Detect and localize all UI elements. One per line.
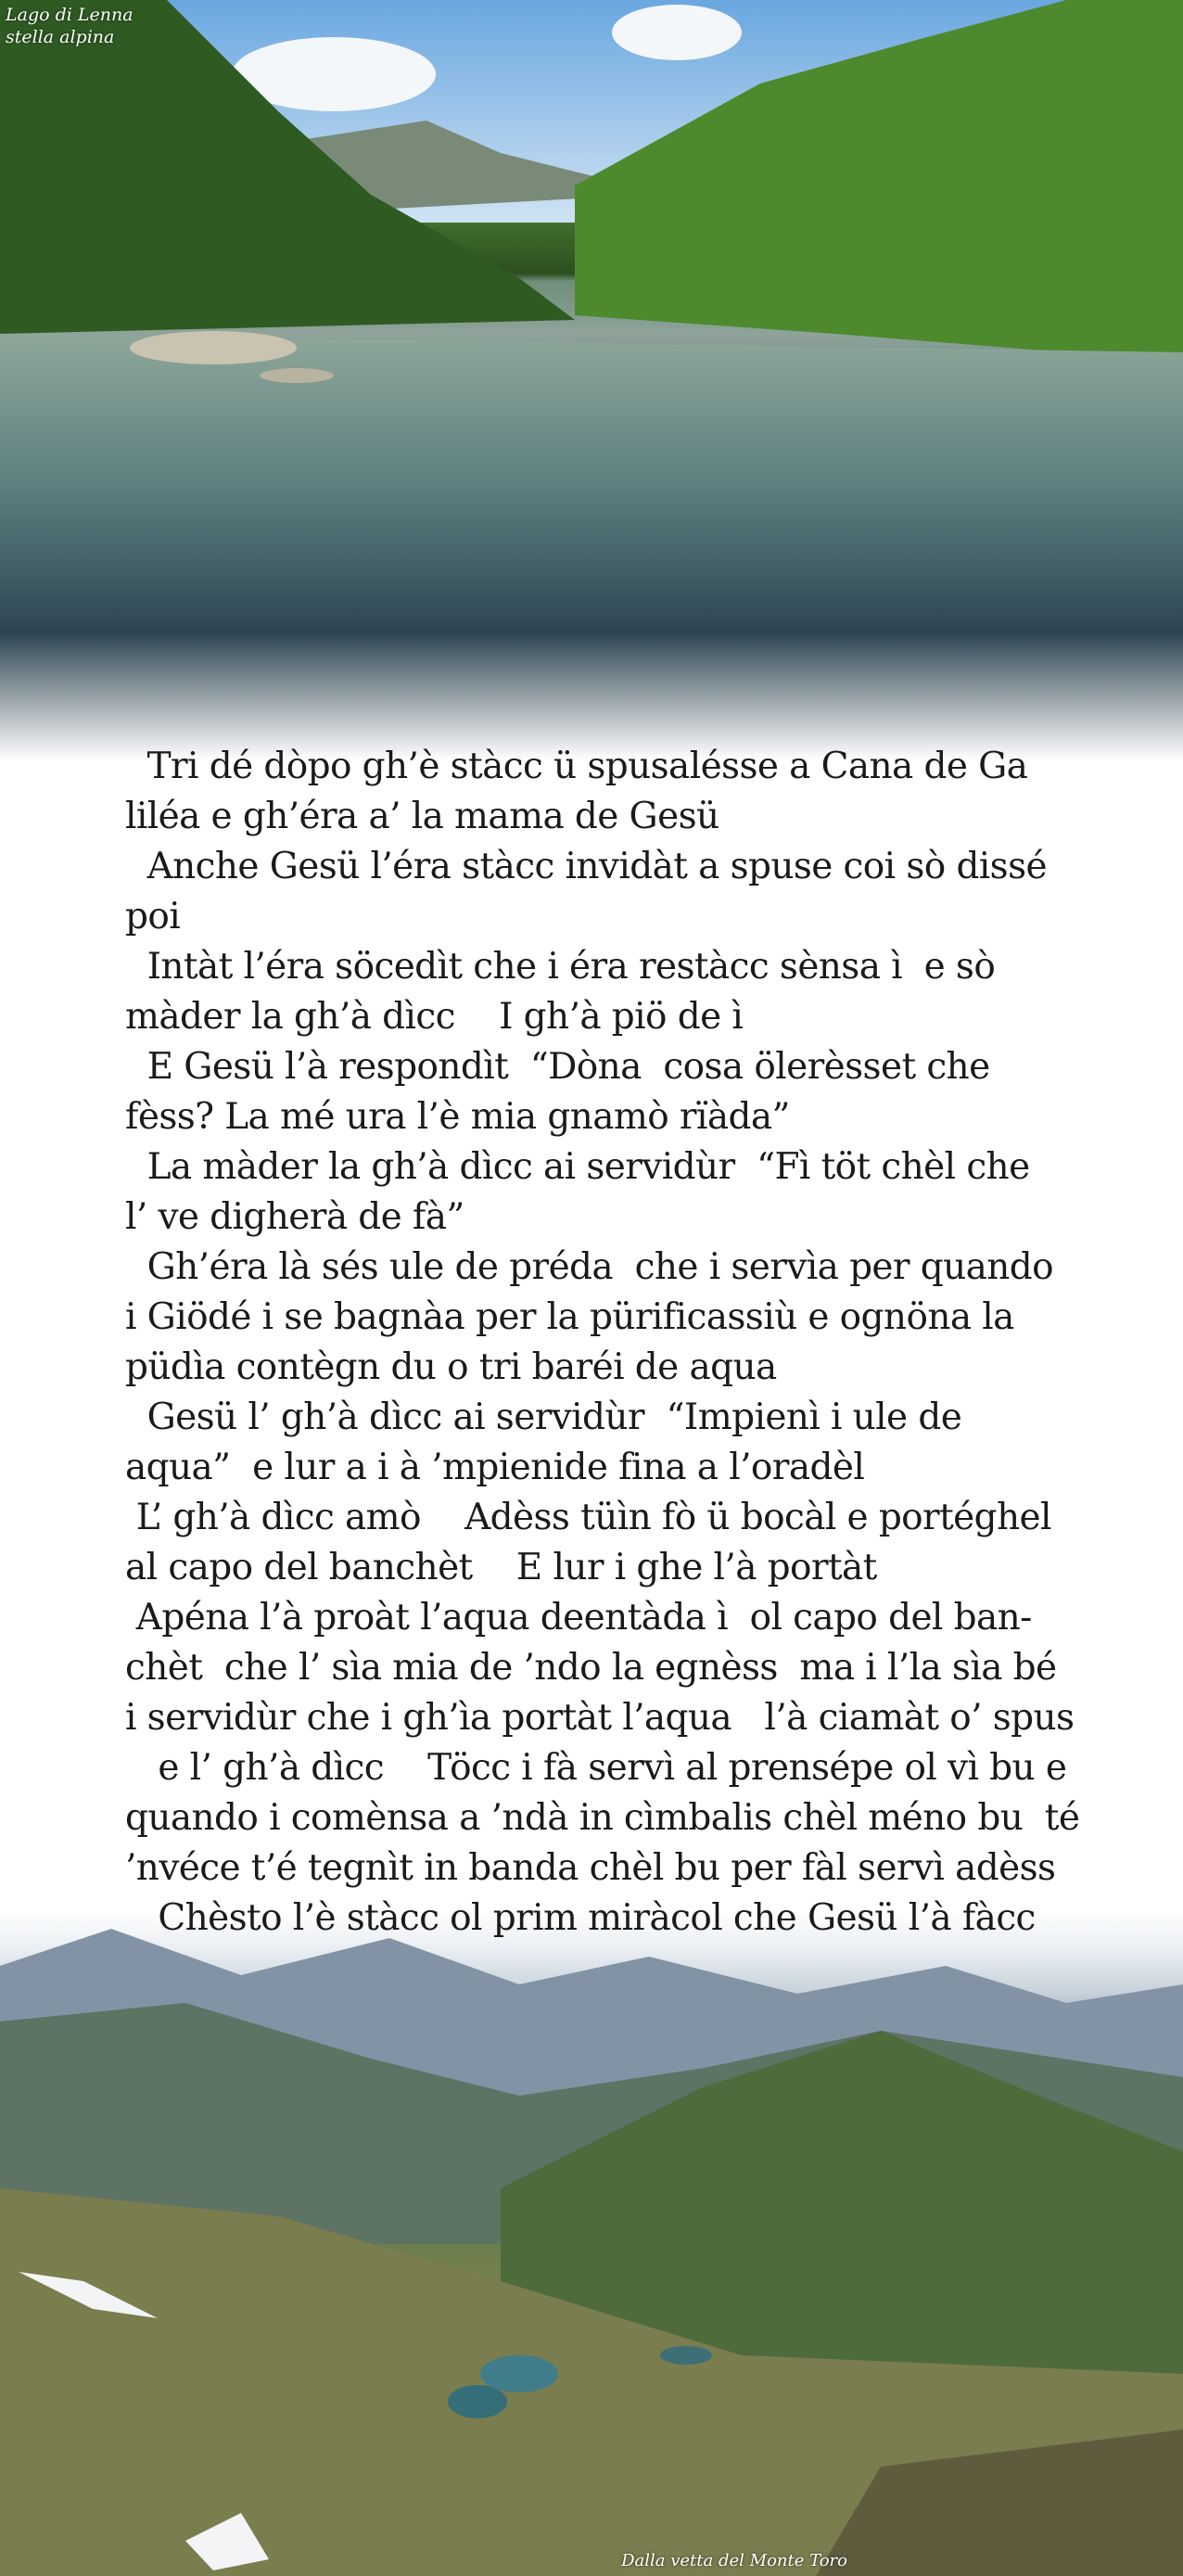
lake-photo xyxy=(0,0,1183,760)
text-line: aqua” e lur a i à ’mpienide fina a l’oradèl xyxy=(125,1447,865,1488)
text-line: Tri dé dòpo gh’è stàcc ü spusalésse a Cana de Ga xyxy=(125,746,1028,787)
text-line: Anche Gesü l’éra stàcc invidàt a spuse coi sò dissé xyxy=(125,846,1047,887)
text-line: poi xyxy=(125,896,181,937)
text-line: fèss? La mé ura l’è mia gnamò rïàda” xyxy=(125,1096,790,1138)
text-line: l’ ve digherà de fà” xyxy=(125,1196,464,1238)
text-line: i Giödé i se bagnàa per la pürificassiù e ognöna la xyxy=(125,1296,1014,1338)
text-line: Intàt l’éra söcedìt che i éra restàcc sènsa ì e sò xyxy=(125,946,996,988)
text-line: i servidùr che i gh’ìa portàt l’aqua l’à ciamàt o’ spus xyxy=(125,1697,1075,1739)
text-line: chèt che l’ sìa mia de ’ndo la egnèss ma i l’la sìa bé xyxy=(125,1647,1057,1689)
top-photo-caption xyxy=(6,4,134,48)
text-line: màder la gh’à dìcc I gh’à piö de ì xyxy=(125,996,744,1038)
text-line: quando i comènsa a ’ndà in cìmbalis chèl méno bu té xyxy=(125,1797,1080,1839)
text-line: ’nvéce t’é tegnìt in banda chèl bu per fàl servì adèss xyxy=(125,1847,1056,1889)
text-line: püdìa contègn du o tri baréi de aqua xyxy=(125,1346,777,1388)
gospel-text xyxy=(125,742,1080,1944)
text-line: La màder la gh’à dìcc ai servidùr “Fì töt chèl che xyxy=(125,1146,1030,1188)
bottom-photo-caption: Dalla vetta del Monte Toro xyxy=(621,2551,847,2570)
text-line: Apéna l’à proàt l’aqua deentàda ì ol capo del ban- xyxy=(125,1597,1032,1639)
small-lake xyxy=(480,2355,558,2392)
cloud xyxy=(612,5,742,60)
text-line: liléa e gh’éra a’ la mama de Gesü xyxy=(125,796,719,837)
text-line: Chèsto l’è stàcc ol prim miràcol che Gesü l’à fàcc xyxy=(125,1897,1036,1939)
small-lake xyxy=(448,2385,507,2418)
text-line: al capo del banchèt E lur i ghe l’à portàt xyxy=(125,1547,877,1588)
mountain-scene xyxy=(0,1910,1183,2576)
text-line: Gh’éra là sés ule de préda che i servìa per quando xyxy=(125,1246,1054,1288)
rock xyxy=(130,331,297,364)
lake-water xyxy=(0,334,1183,760)
lake-scene xyxy=(0,0,1183,760)
caption-line: stella alpina xyxy=(6,27,115,47)
text-line: Gesü l’ gh’à dìcc ai servidùr “Impienì i ule de xyxy=(125,1396,962,1438)
small-lake xyxy=(660,2346,712,2365)
text-line: L’ gh’à dìcc amò Adèss tüìn fò ü bocàl e portéghel xyxy=(125,1497,1051,1538)
text-line: e l’ gh’à dìcc Töcc i fà servì al prensépe ol vì bu e xyxy=(125,1747,1067,1789)
rock xyxy=(260,368,334,383)
text-line: E Gesü l’à respondìt “Dòna cosa ölerèsset che xyxy=(125,1046,990,1088)
mountain-photo xyxy=(0,1910,1183,2576)
caption-line: Lago di Lenna xyxy=(6,5,134,25)
